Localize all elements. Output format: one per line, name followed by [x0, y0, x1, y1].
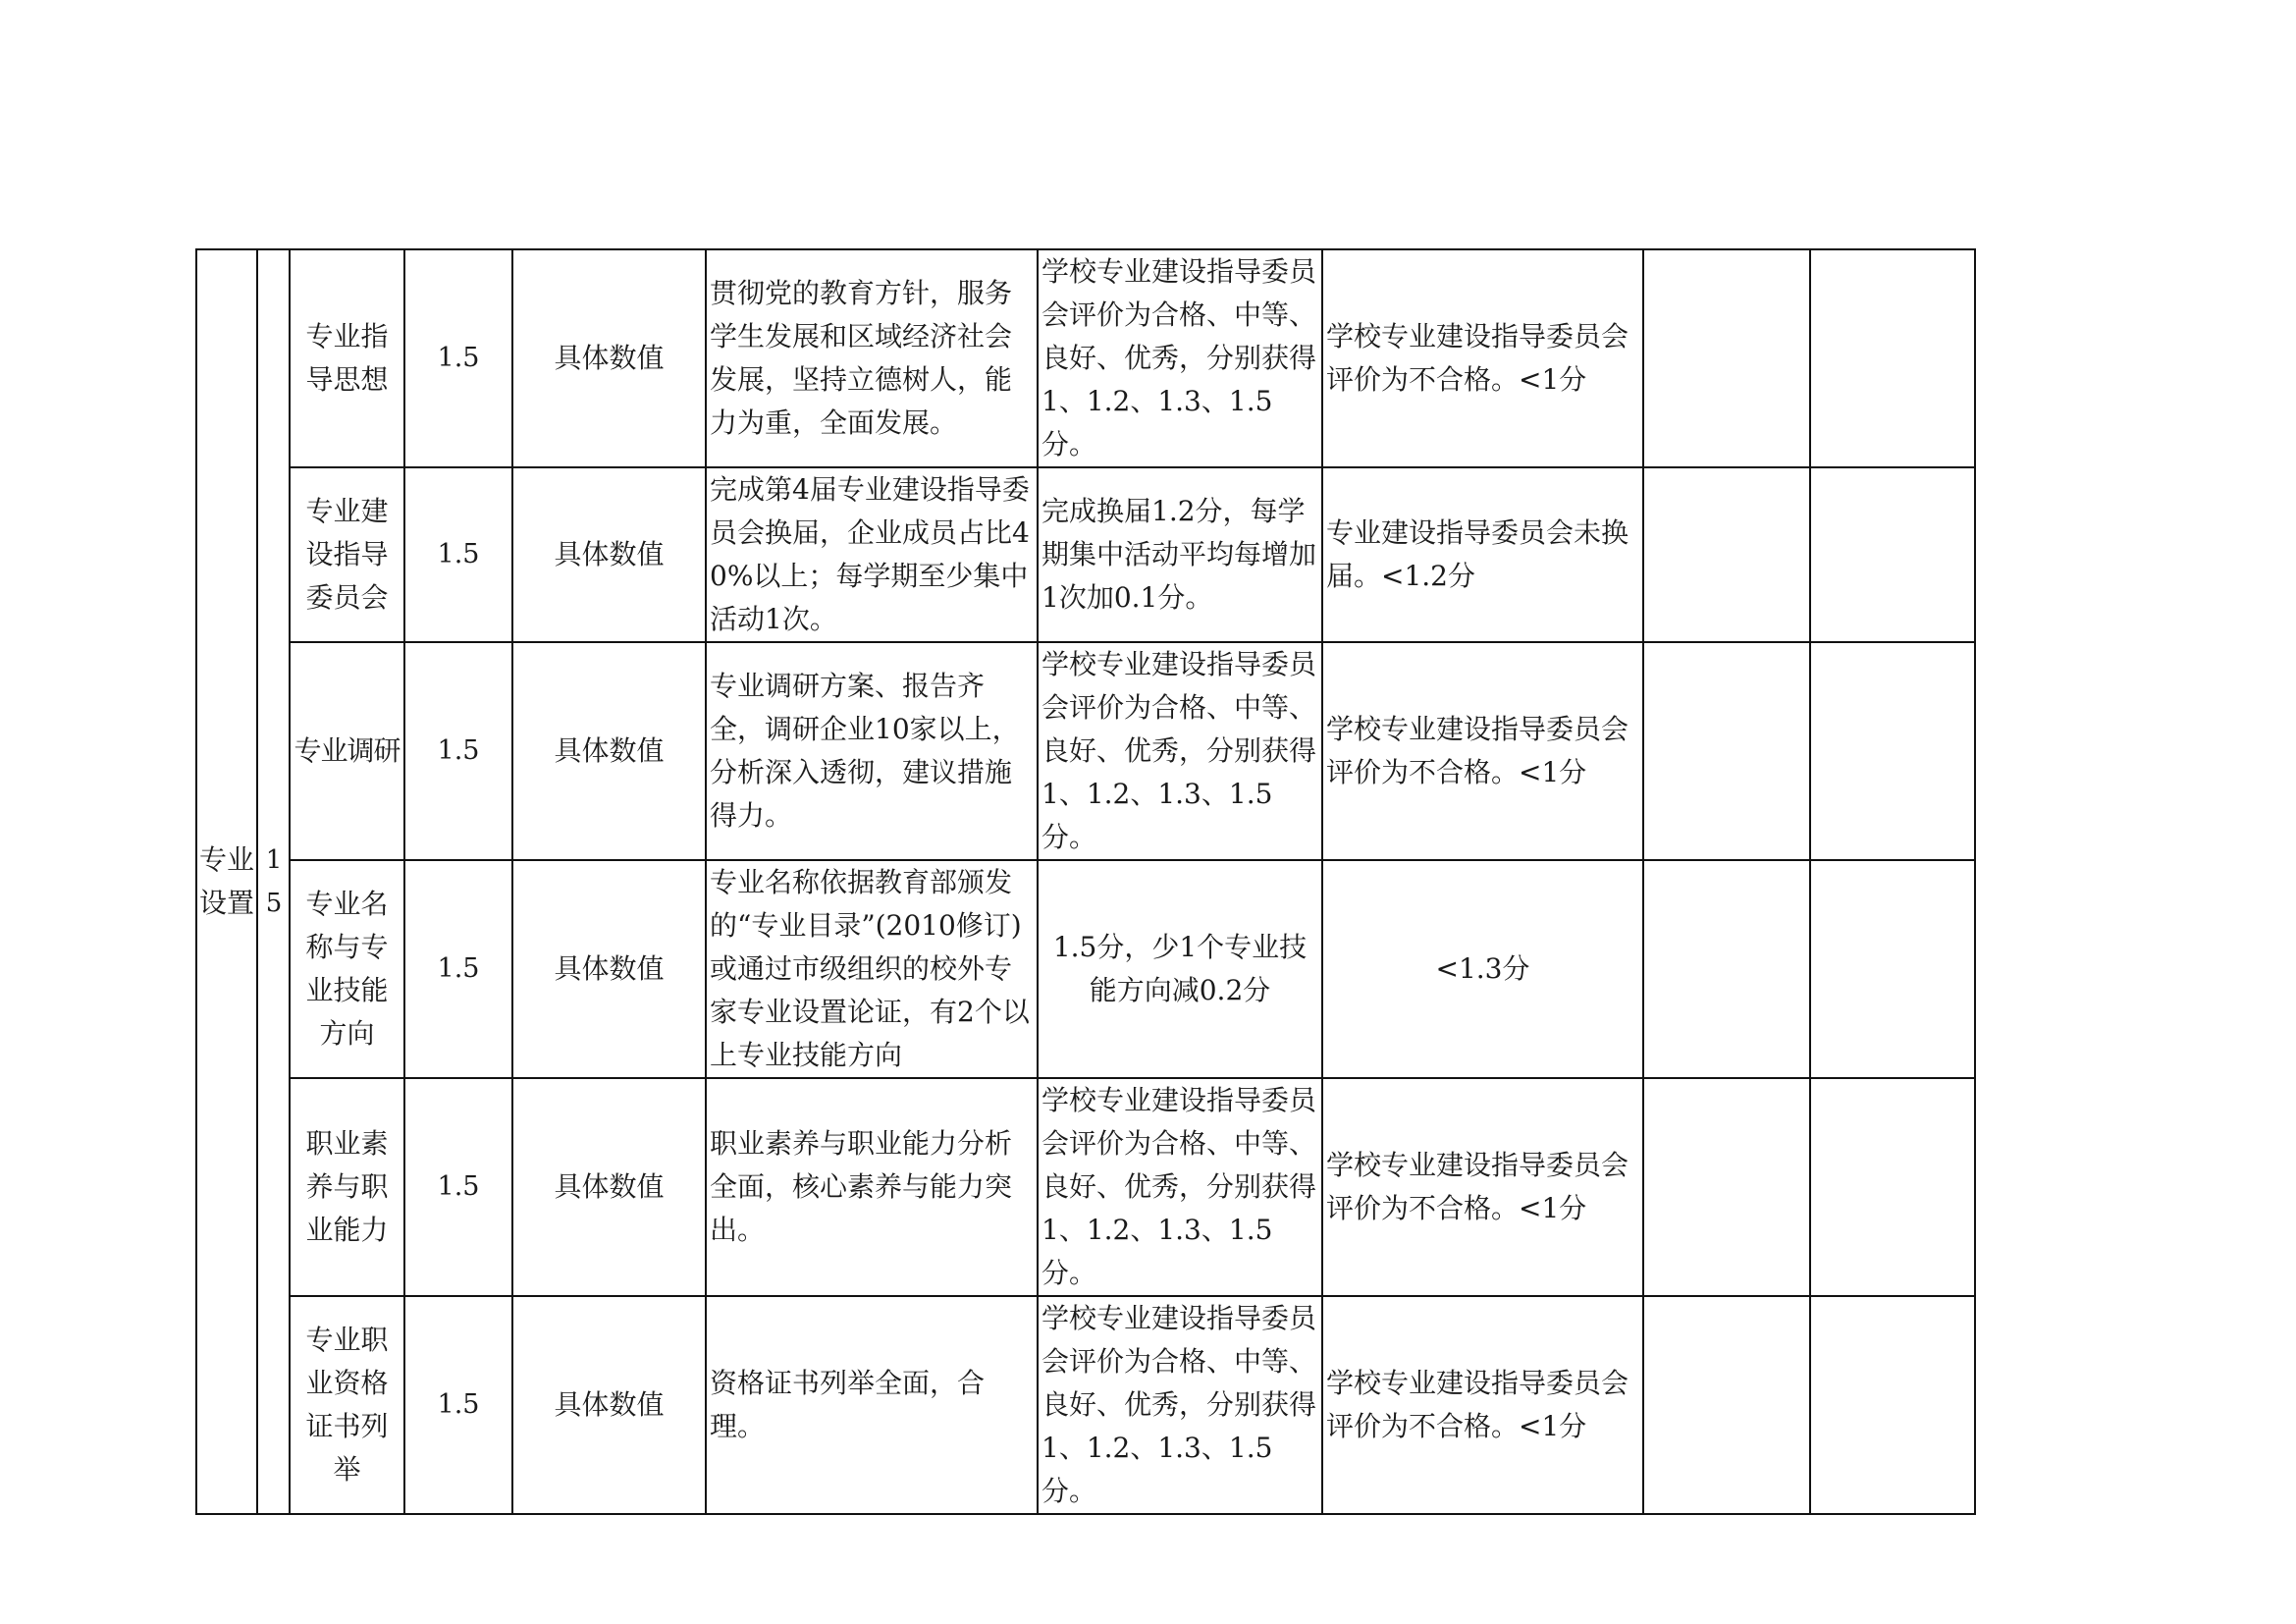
item-type: 具体数值	[512, 249, 706, 467]
blank-cell	[1643, 1296, 1810, 1514]
item-scoring-rule: 学校专业建设指导委员会评价为合格、中等、良好、优秀，分别获得1、1.2、1.3、1.5分。	[1038, 1078, 1322, 1296]
blank-cell	[1810, 1296, 1975, 1514]
item-fail-condition: 学校专业建设指导委员会评价为不合格。<1分	[1322, 1296, 1643, 1514]
item-score: 1.5	[404, 1296, 512, 1514]
item-name: 专业指导思想	[290, 249, 404, 467]
item-score: 1.5	[404, 1078, 512, 1296]
table-row	[196, 467, 1975, 642]
total-score: 15	[265, 845, 282, 918]
item-scoring-rule: 学校专业建设指导委员会评价为合格、中等、良好、优秀，分别获得1、1.2、1.3、1.5分。	[1038, 642, 1322, 860]
blank-cell	[1810, 467, 1975, 642]
total-score-cell	[257, 249, 290, 1514]
item-scoring-rule: 学校专业建设指导委员会评价为合格、中等、良好、优秀，分别获得1、1.2、1.3、1.5分。	[1038, 249, 1322, 467]
item-name: 专业调研	[290, 642, 404, 860]
table-row	[196, 860, 1975, 1078]
item-type: 具体数值	[512, 642, 706, 860]
item-name: 职业素养与职业能力	[290, 1078, 404, 1296]
table-row	[196, 642, 1975, 860]
blank-cell	[1643, 642, 1810, 860]
item-scoring-rule: 1.5分，少1个专业技能方向减0.2分	[1038, 860, 1322, 1078]
item-name: 专业建设指导委员会	[290, 467, 404, 642]
item-fail-condition: 专业建设指导委员会未换届。<1.2分	[1322, 467, 1643, 642]
item-type: 具体数值	[512, 860, 706, 1078]
blank-cell	[1810, 1078, 1975, 1296]
item-type: 具体数值	[512, 467, 706, 642]
item-score: 1.5	[404, 249, 512, 467]
blank-cell	[1643, 249, 1810, 467]
blank-cell	[1810, 642, 1975, 860]
category-label: 专业设置	[199, 843, 255, 919]
item-fail-condition: 学校专业建设指导委员会评价为不合格。<1分	[1322, 642, 1643, 860]
table-row	[196, 1296, 1975, 1514]
item-type: 具体数值	[512, 1296, 706, 1514]
item-name: 专业职业资格证书列举	[290, 1296, 404, 1514]
blank-cell	[1643, 467, 1810, 642]
item-name: 专业名称与专业技能方向	[290, 860, 404, 1078]
item-score: 1.5	[404, 642, 512, 860]
item-standard: 资格证书列举全面，合理。	[706, 1296, 1038, 1514]
item-score: 1.5	[404, 860, 512, 1078]
blank-cell	[1810, 249, 1975, 467]
table-row	[196, 1078, 1975, 1296]
item-standard: 专业名称依据教育部颁发的“专业目录”(2010修订)或通过市级组织的校外专家专业设置论证，有2个以上专业技能方向	[706, 860, 1038, 1078]
item-scoring-rule: 学校专业建设指导委员会评价为合格、中等、良好、优秀，分别获得1、1.2、1.3、1.5分。	[1038, 1296, 1322, 1514]
blank-cell	[1643, 1078, 1810, 1296]
item-type: 具体数值	[512, 1078, 706, 1296]
blank-cell	[1810, 860, 1975, 1078]
evaluation-table	[195, 248, 1976, 1515]
item-standard: 完成第4届专业建设指导委员会换届，企业成员占比40%以上；每学期至少集中活动1次。	[706, 467, 1038, 642]
blank-cell	[1643, 860, 1810, 1078]
item-fail-condition: 学校专业建设指导委员会评价为不合格。<1分	[1322, 1078, 1643, 1296]
category-cell	[196, 249, 257, 1514]
table-row	[196, 249, 1975, 467]
item-standard: 职业素养与职业能力分析全面，核心素养与能力突出。	[706, 1078, 1038, 1296]
item-scoring-rule: 完成换届1.2分，每学期集中活动平均每增加1次加0.1分。	[1038, 467, 1322, 642]
item-score: 1.5	[404, 467, 512, 642]
item-standard: 贯彻党的教育方针，服务学生发展和区域经济社会发展，坚持立德树人，能力为重，全面发展。	[706, 249, 1038, 467]
item-fail-condition: 学校专业建设指导委员会评价为不合格。<1分	[1322, 249, 1643, 467]
item-standard: 专业调研方案、报告齐全，调研企业10家以上，分析深入透彻，建议措施得力。	[706, 642, 1038, 860]
item-fail-condition: <1.3分	[1322, 860, 1643, 1078]
